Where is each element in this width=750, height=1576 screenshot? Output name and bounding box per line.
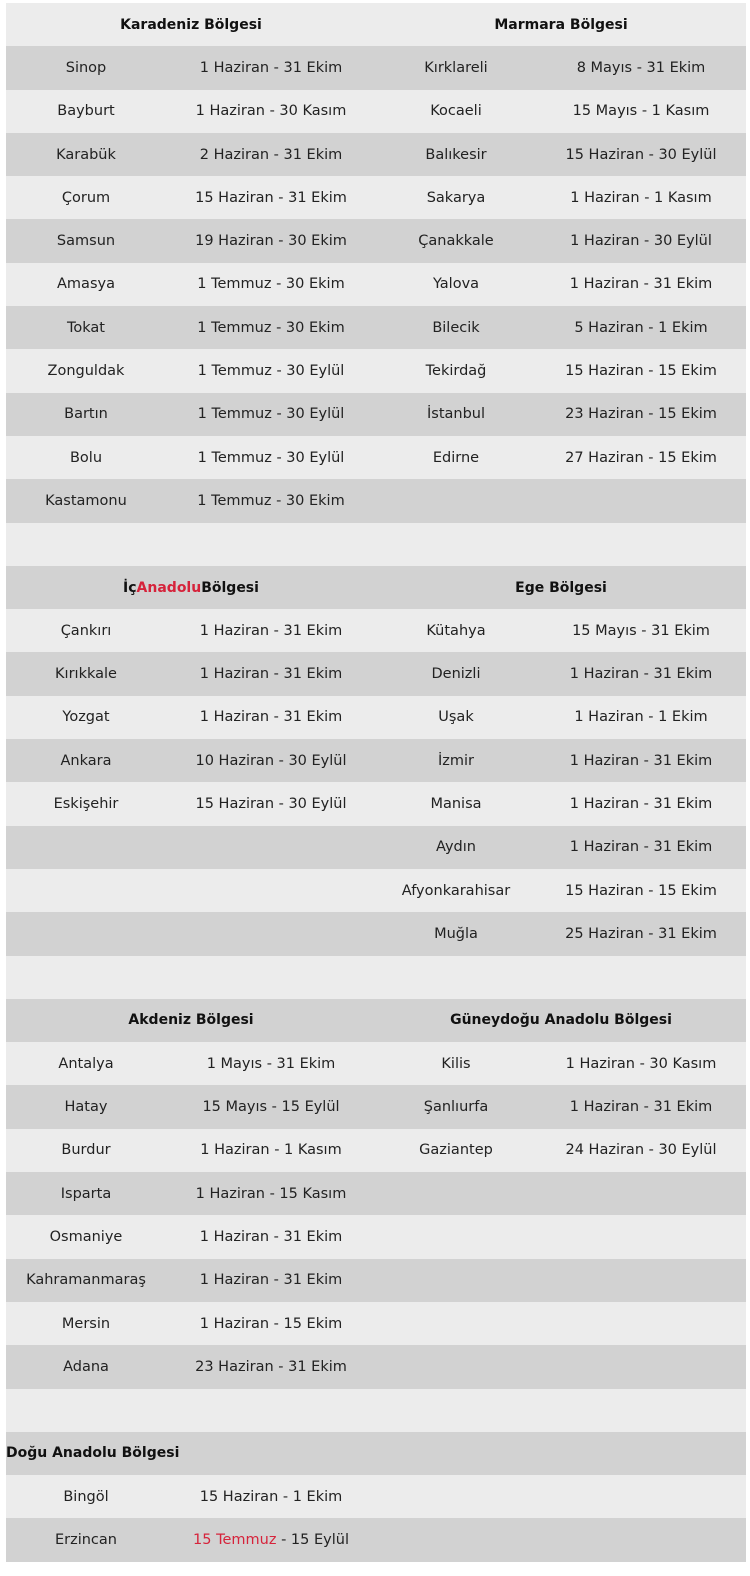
spacer-row: [6, 956, 746, 999]
row-right: [376, 753, 746, 769]
season-dates: 1 Temmuz - 30 Eylül: [197, 406, 345, 423]
city-name: Bartın: [64, 406, 108, 423]
city-name: İstanbul: [426, 406, 485, 423]
table-row: [6, 479, 746, 522]
season-dates: 1 Haziran - 31 Ekim: [199, 622, 343, 639]
table-row: [6, 1345, 746, 1388]
city-name: Isparta: [60, 1185, 112, 1202]
table-row: [6, 1302, 746, 1345]
row-left: [6, 1532, 376, 1548]
season-dates: 1 Haziran - 1 Ekim: [574, 709, 708, 726]
city-name: Gaziantep: [419, 1142, 493, 1159]
region-header: Akdeniz Bölgesi: [128, 1012, 254, 1029]
row-left: [6, 1056, 376, 1072]
row-right: [376, 926, 746, 942]
row-right: [376, 60, 746, 76]
city-name: Bingöl: [63, 1488, 109, 1505]
region-header-prefix: İç: [123, 579, 137, 596]
city-name: Zonguldak: [47, 363, 125, 380]
city-name: Ankara: [60, 752, 112, 769]
section-header-row: [6, 1432, 746, 1475]
season-dates: 1 Temmuz - 30 Eylül: [197, 363, 345, 380]
section-header-row: [6, 3, 746, 46]
region-header: Ege Bölgesi: [515, 579, 607, 596]
city-name: Yalova: [432, 276, 480, 293]
season-dates: 1 Haziran - 31 Ekim: [199, 59, 343, 76]
row-left: [6, 276, 376, 292]
row-left: [6, 190, 376, 206]
city-name: Aydın: [436, 839, 476, 856]
city-name: İzmir: [437, 752, 474, 769]
city-name: Tokat: [67, 319, 105, 336]
row-right: [376, 363, 746, 379]
season-dates: 1 Mayıs - 31 Ekim: [206, 1055, 336, 1072]
table-row: [6, 912, 746, 955]
row-left: [6, 1099, 376, 1115]
city-name: Amasya: [57, 276, 115, 293]
row-right: [376, 103, 746, 119]
row-right: [376, 666, 746, 682]
table-row: [6, 1042, 746, 1085]
section-header-row: [6, 999, 746, 1042]
table-row: [6, 46, 746, 89]
row-left: [6, 233, 376, 249]
city-name: Sakarya: [426, 189, 486, 206]
row-right: [376, 233, 746, 249]
row-right: [376, 839, 746, 855]
city-name: Kahramanmaraş: [26, 1272, 146, 1289]
row-left: [6, 363, 376, 379]
season-dates: 15 Haziran - 15 Ekim: [565, 882, 717, 899]
row-left: [6, 406, 376, 422]
season-dates: 1 Haziran - 31 Ekim: [199, 1228, 343, 1245]
season-dates: 15 Haziran - 1 Ekim: [199, 1488, 343, 1505]
city-name: Hatay: [64, 1099, 108, 1116]
city-name: Çankırı: [60, 622, 112, 639]
row-right: [376, 147, 746, 163]
region-header: Karadeniz Bölgesi: [120, 16, 262, 33]
city-name: Afyonkarahisar: [401, 882, 511, 899]
city-name: Osmaniye: [49, 1228, 123, 1245]
table-row: [6, 349, 746, 392]
spacer-row: [6, 523, 746, 566]
city-season-table: [6, 3, 746, 1562]
row-right: [376, 709, 746, 725]
city-name: Mersin: [61, 1315, 111, 1332]
table-row: [6, 1259, 746, 1302]
city-name: Sinop: [65, 59, 107, 76]
season-dates: 15 Mayıs - 15 Eylül: [202, 1099, 340, 1116]
table-row: [6, 1129, 746, 1172]
city-name: Şanlıurfa: [423, 1099, 489, 1116]
season-dates: 15 Mayıs - 31 Ekim: [572, 622, 710, 639]
row-left: [6, 1359, 376, 1375]
season-dates: 1 Haziran - 31 Ekim: [569, 666, 713, 683]
row-left: [6, 450, 376, 466]
row-right: [376, 1142, 746, 1158]
table-row: [6, 782, 746, 825]
table-row: [6, 263, 746, 306]
region-header-suffix: Bölgesi: [201, 579, 259, 596]
season-dates: 2 Haziran - 31 Ekim: [199, 146, 343, 163]
table-row: [6, 739, 746, 782]
season-dates: 19 Haziran - 30 Ekim: [195, 233, 347, 250]
table-row: [6, 609, 746, 652]
city-name: Manisa: [430, 795, 482, 812]
row-left: [6, 320, 376, 336]
row-left: [6, 1316, 376, 1332]
region-header: Güneydoğu Anadolu Bölgesi: [450, 1012, 672, 1029]
row-right: [376, 450, 746, 466]
city-name: Yozgat: [62, 709, 110, 726]
city-name: Adana: [63, 1358, 109, 1375]
season-dates: 23 Haziran - 31 Ekim: [195, 1358, 347, 1375]
season-dates: 1 Haziran - 31 Ekim: [569, 752, 713, 769]
row-left: [6, 1229, 376, 1245]
spacer-row: [6, 1389, 746, 1432]
row-left: [6, 103, 376, 119]
season-dates: 1 Haziran - 30 Kasım: [195, 103, 347, 120]
row-right: [376, 1099, 746, 1115]
city-name: Karabük: [56, 146, 116, 163]
table-row: [6, 1475, 746, 1518]
row-right: [376, 1056, 746, 1072]
season-dates: 15 Haziran - 30 Eylül: [195, 795, 347, 812]
table-row: [6, 652, 746, 695]
row-left: [6, 796, 376, 812]
season-dates: 1 Haziran - 15 Kasım: [195, 1185, 347, 1202]
row-left: [6, 147, 376, 163]
row-left: [6, 1272, 376, 1288]
season-dates-highlight-link[interactable]: 15 Temmuz: [193, 1532, 277, 1549]
row-right: [376, 276, 746, 292]
table-row: [6, 869, 746, 912]
region-header: Doğu Anadolu Bölgesi: [6, 1445, 180, 1462]
season-dates: 1 Haziran - 1 Kasım: [570, 189, 712, 206]
table-row: [6, 436, 746, 479]
row-right: [376, 190, 746, 206]
season-dates: 15 Mayıs - 1 Kasım: [572, 103, 710, 120]
city-name: Bilecik: [432, 319, 480, 336]
season-dates: 1 Haziran - 31 Ekim: [569, 795, 713, 812]
season-dates: 23 Haziran - 15 Ekim: [565, 406, 717, 423]
table-row: [6, 90, 746, 133]
season-dates: 1 Haziran - 31 Ekim: [569, 1099, 713, 1116]
section-header-row: [6, 566, 746, 609]
city-name: Balıkesir: [425, 146, 487, 163]
table-row: [6, 306, 746, 349]
season-dates: 1 Haziran - 31 Ekim: [569, 839, 713, 856]
season-dates: 1 Haziran - 15 Ekim: [199, 1315, 343, 1332]
city-name: Çorum: [61, 189, 111, 206]
row-right: [376, 320, 746, 336]
season-dates: 1 Haziran - 30 Eylül: [570, 233, 712, 250]
row-left: [6, 1186, 376, 1202]
city-name: Antalya: [58, 1055, 114, 1072]
season-dates: 25 Haziran - 31 Ekim: [565, 925, 717, 942]
row-left: [6, 1142, 376, 1158]
season-dates: 15 Haziran - 30 Eylül: [565, 146, 717, 163]
city-name: Edirne: [432, 449, 480, 466]
row-left: [6, 1489, 376, 1505]
table-row: [6, 219, 746, 262]
season-dates: 24 Haziran - 30 Eylül: [565, 1142, 717, 1159]
season-dates: 27 Haziran - 15 Ekim: [565, 449, 717, 466]
row-left: [6, 666, 376, 682]
season-dates: 10 Haziran - 30 Eylül: [195, 752, 347, 769]
season-dates: 8 Mayıs - 31 Ekim: [576, 59, 706, 76]
row-right: [376, 406, 746, 422]
season-dates: 1 Haziran - 31 Ekim: [199, 1272, 343, 1289]
table-row: [6, 133, 746, 176]
region-header-highlight-link[interactable]: Anadolu: [136, 579, 202, 596]
table-row: [6, 826, 746, 869]
region-header: Marmara Bölgesi: [494, 16, 628, 33]
season-dates: 15 Haziran - 31 Ekim: [195, 189, 347, 206]
season-dates: 1 Haziran - 1 Kasım: [200, 1142, 342, 1159]
city-name: Çanakkale: [418, 233, 494, 250]
season-dates: 15 Haziran - 15 Ekim: [565, 363, 717, 380]
city-name: Eskişehir: [53, 795, 119, 812]
city-name: Tekirdağ: [425, 363, 487, 380]
table-row: [6, 1172, 746, 1215]
season-dates: 1 Temmuz - 30 Eylül: [197, 449, 345, 466]
row-right: [376, 796, 746, 812]
table-row: [6, 696, 746, 739]
row-right: [376, 883, 746, 899]
city-name: Kastamonu: [45, 492, 127, 509]
city-name: Kırıkkale: [55, 666, 117, 683]
city-name: Kilis: [441, 1055, 471, 1072]
table-row: [6, 176, 746, 219]
season-dates: 1 Temmuz - 30 Ekim: [197, 492, 345, 509]
city-name: Uşak: [438, 709, 474, 726]
row-right: [376, 623, 746, 639]
city-name: Kocaeli: [430, 103, 482, 120]
row-left: [6, 623, 376, 639]
table-row: [6, 1518, 746, 1561]
season-dates: 5 Haziran - 1 Ekim: [574, 319, 708, 336]
table-row: [6, 1215, 746, 1258]
row-left: [6, 493, 376, 509]
city-name: Kırklareli: [424, 59, 488, 76]
season-dates: 1 Haziran - 31 Ekim: [199, 666, 343, 683]
city-name: Kütahya: [426, 622, 486, 639]
season-dates: 1 Haziran - 31 Ekim: [199, 709, 343, 726]
season-dates-rest: - 15 Eylül: [276, 1532, 349, 1549]
row-left: [6, 709, 376, 725]
region-header: [6, 580, 376, 596]
city-name: Erzincan: [54, 1532, 117, 1549]
row-left: [6, 753, 376, 769]
row-left: [6, 60, 376, 76]
season-dates: [166, 1532, 376, 1548]
season-dates: 1 Temmuz - 30 Ekim: [197, 276, 345, 293]
season-dates: 1 Haziran - 31 Ekim: [569, 276, 713, 293]
city-name: Muğla: [434, 925, 478, 942]
city-name: Denizli: [431, 666, 481, 683]
table-row: [6, 393, 746, 436]
table-row: [6, 1085, 746, 1128]
city-name: Burdur: [61, 1142, 111, 1159]
city-name: Samsun: [56, 233, 116, 250]
season-dates: 1 Temmuz - 30 Ekim: [197, 319, 345, 336]
city-name: Bayburt: [57, 103, 115, 120]
season-dates: 1 Haziran - 30 Kasım: [565, 1055, 717, 1072]
city-name: Bolu: [69, 449, 103, 466]
